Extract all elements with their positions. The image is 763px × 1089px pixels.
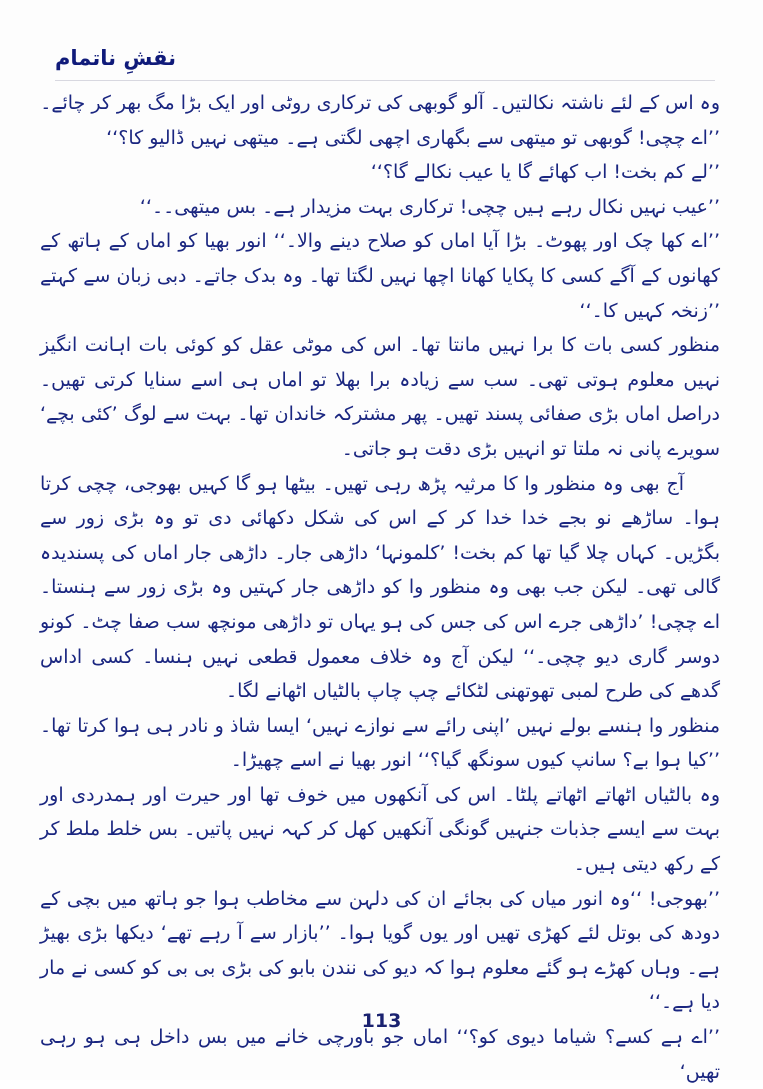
body-text bbox=[40, 86, 720, 1089]
paragraph: ’’عیب نہیں نکال رہے ہیں چچی! ترکاری بہت مزیدار ہے۔ بس میتھی۔۔‘‘ bbox=[139, 195, 720, 218]
running-title: نقشِ ناتمام bbox=[55, 46, 177, 70]
page-header bbox=[55, 42, 715, 82]
paragraph: منظور وا ہنسے بولے نہیں ’اپنی رائے سے نوازے نہیں‘ ایسا شاذ و نادر ہی ہوا کرتا تھا۔ ’’کیا ہوا بے؟ سانپ کیوں سونگھ گیا؟‘‘ انور بھیا نے اسے چھیڑا۔ bbox=[40, 714, 720, 772]
paragraph: ’’بھوجی! ‘‘وہ انور میاں کی بجائے ان کی دلہن سے مخاطب ہوا جو ہاتھ میں بچی کے دودھ کی بوتل لئے کھڑی تھیں اور یوں گویا ہوا۔ ’’بازار سے آ رہے تھے‘ دیکھا بڑی بھیڑ ہے۔ وہاں کھڑے ہو گئے معلوم ہوا کہ دیو کی نندن بابو کی بڑی بی بی کو کسی نے مار دیا ہے۔‘‘ bbox=[40, 887, 720, 1014]
paragraph: منظور کسی بات کا برا نہیں مانتا تھا۔ اس کی موٹی عقل کو کوئی بات اہانت انگیز نہیں معلوم ہوتی تھی۔ سب سے زیادہ برا بھلا تو اماں ہی اسے سنایا کرتی تھیں۔ دراصل اماں بڑی صفائی پسند تھیں۔ پھر مشترکہ خاندان تھا۔ بہت سے لوگ ’کئی بچے‘ سویرے پانی نہ ملتا تو انہیں بڑی دقت ہو جاتی۔ bbox=[40, 334, 720, 460]
paragraph: وہ بالٹیاں اٹھاتے اٹھاتے پلٹا۔ اس کی آنکھوں میں خوف تھا اور حیرت اور ہمدردی اور بہت سے ایسے جذبات جنہیں گونگی آنکھیں کھل کر کہہ نہیں پاتیں۔ بس خلط ملط کر کے رکھ دیتی ہیں۔ bbox=[40, 783, 720, 876]
paragraph: آج بھی وہ منظور وا کا مرثیہ پڑھ رہی تھیں۔ بیٹھا ہو گا کہیں بھوجی، چچی کرتا ہوا۔ ساڑھے نو بجے خدا خدا کر کے اس کی شکل دکھائی دی تو وہ بڑی زور سے بگڑیں۔ کہاں چلا گیا تھا کم بخت! ’کلمونہا‘ داڑھی جار۔ داڑھی جار اماں کی پسندیدہ گالی تھی۔ لیکن جب بھی وہ منظور وا کو داڑھی جار کہتیں وہ بڑی زور سے ہنستا۔ اے چچی! ’داڑھی جرے اس کی جس کی ہو یہاں تو داڑھی مونچھ سب صفا چٹ۔ کونو دوسر گاری دیو چچی۔‘‘ لیکن آج وہ خلاف معمول قطعی نہیں ہنسا۔ کسی اداس گدھے کی طرح لمبی تھوتھنی لٹکائے چپ چاپ بالٹیاں اٹھانے لگا۔ bbox=[40, 472, 720, 703]
paragraph: ’’اے کھا چک اور پھوٹ۔ بڑا آیا اماں کو صلاح دینے والا۔‘‘ انور بھیا کو اماں کے ہاتھ کے کھانوں کے آگے کسی کا پکایا کھانا اچھا نہیں لگتا تھا۔ وہ بدک جاتے۔ دبی زبان سے کہتے ’’زنخہ کہیں کا۔‘‘ bbox=[40, 230, 720, 322]
page-number: 113 bbox=[361, 1010, 402, 1032]
paragraph: ’’اے ہے کسے؟ شیاما دیوی کو؟‘‘ اماں جو باورچی خانے میں بس داخل ہی ہو رہی تھیں‘ bbox=[40, 1026, 720, 1083]
paragraph: ’’اے چچی! گوبھی تو میتھی سے بگھاری اچھی لگتی ہے۔ میتھی نہیں ڈالیو کا؟‘‘ bbox=[106, 126, 720, 149]
paragraph: وہ اس کے لئے ناشتہ نکالتیں۔ آلو گوبھی کی ترکاری روٹی اور ایک بڑا مگ بھر کر چائے۔ bbox=[40, 92, 720, 114]
header-divider bbox=[55, 80, 715, 81]
paragraph: ’’لے کم بخت! اب کھائے گا یا عیب نکالے گا؟‘‘ bbox=[370, 161, 720, 184]
